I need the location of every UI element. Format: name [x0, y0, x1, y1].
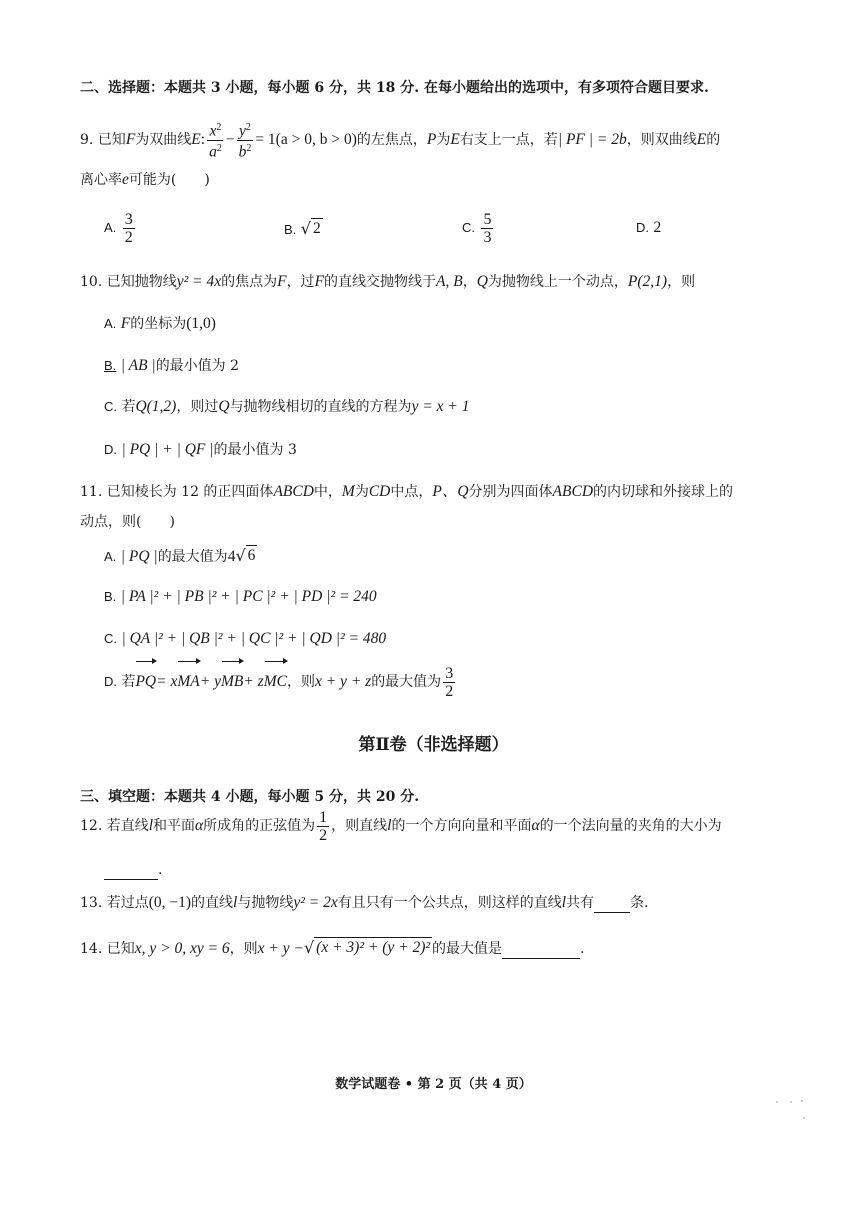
q9-option-a[interactable] [104, 208, 137, 248]
q11-var-CD: CD [368, 483, 391, 500]
q11-text5: 分别为四面体 [468, 484, 553, 500]
q13-var-l: l [233, 894, 238, 911]
q10-option-c-text2: ，则过 [176, 399, 219, 415]
question-13 [80, 893, 649, 913]
q12-var-l: l [148, 817, 154, 834]
q11-option-c[interactable] [104, 629, 386, 649]
q9-text9: 可能为( ) [128, 172, 210, 188]
page-footer: 数学试题卷 • 第 2 页（共 4 页） [335, 1077, 532, 1092]
q11-text3: 为 [354, 484, 369, 500]
q10-option-c-label: C. [104, 399, 117, 414]
q10-option-d-expr: | PQ | + | QF | [121, 441, 214, 458]
q11-option-d[interactable] [104, 662, 457, 702]
q11-option-a-label: A. [104, 549, 117, 564]
q10-var-AB: A, B [436, 273, 463, 290]
q11-option-b[interactable] [104, 587, 377, 607]
q13-text6: 条. [630, 895, 649, 911]
q11-var-ABCD2: ABCD [552, 483, 594, 500]
q9-var-E2: E [450, 131, 460, 149]
q12-blank[interactable] [104, 865, 158, 880]
q10-option-d-text: 的最小值为 3 [213, 442, 297, 458]
q10-text2: 的焦点为 [221, 274, 278, 290]
question-9: 9. 已知F为双曲线E: $\frac{x^2}{a^2}$ − $\frac{y^2}{b^2}$ = 1(a > 0, b > 0)的左焦点，P为E右支上一点，若| PF | = 2b，则双曲线E的 [80, 122, 721, 161]
q13-point: (0, −1) [148, 894, 192, 911]
q11-number: 11. [80, 484, 103, 500]
q14-sqrt: √ (x + 3)² + (y + 2)² [303, 938, 430, 957]
q9-var-P: P [426, 131, 437, 149]
q10-option-a[interactable] [104, 314, 216, 334]
q12-text6: 的一个法向量的夹角的大小为 [539, 818, 722, 834]
scan-speck [790, 1101, 792, 1103]
q9-text: 已知 [97, 132, 126, 149]
part2-title: 第Ⅱ卷（非选择题） [358, 735, 509, 755]
q11-option-b-label: B. [104, 589, 117, 604]
q11-var-M: M [341, 483, 355, 500]
q11-option-d-sum: x + y + z [314, 673, 372, 690]
q13-text: 若过点 [106, 895, 149, 911]
q11-option-b-expr: | PA |² + | PB |² + | PC |² + | PD |² = 240 [120, 588, 377, 605]
q11-var-PQ: P、Q [432, 483, 469, 500]
q11-var-ABCD: ABCD [273, 483, 314, 500]
q10-option-b-text: 的最小值为 2 [155, 358, 240, 374]
q9-frac-x-a: $\frac{x^2}{a^2}$ [209, 122, 222, 161]
q11-option-c-label: C. [104, 631, 117, 646]
q11-option-d-text1: 若 [121, 674, 136, 690]
q9-option-c[interactable] [462, 208, 495, 248]
q14-period: . [580, 941, 585, 957]
q10-option-a-var: F [120, 315, 131, 332]
q11-option-d-text3: 的最大值为 [371, 674, 442, 690]
q11-option-d-eq: = x [156, 673, 178, 690]
scan-speck [801, 1100, 803, 1102]
q9-text5: 右支上一点，若 [459, 132, 558, 149]
q9-option-a-frac: $\frac{3}{2}$ [124, 210, 133, 246]
q9-var-e: e [122, 171, 129, 188]
q12-var-l2: l [387, 817, 392, 834]
q12-answer-line [104, 860, 162, 880]
q10-option-a-coord: (1,0) [186, 315, 216, 332]
q11-option-d-text2: ，则 [286, 674, 315, 690]
q11-option-a-sqrt: √ 6 [235, 546, 256, 565]
q10-option-c[interactable] [104, 397, 470, 417]
q10-option-c-text3: 与抛物线相切的直线的方程为 [229, 399, 412, 415]
q12-text: 若直线 [106, 818, 149, 834]
q10-text4: 的直线交抛物线于 [324, 274, 437, 290]
q10-text5: ， [462, 274, 477, 290]
q13-text5: 共有 [566, 895, 595, 911]
q9-text2: 为双曲线 [135, 132, 192, 149]
question-11 [80, 482, 733, 502]
q10-option-d[interactable] [104, 440, 297, 460]
q9-text6: ，则双曲线 [626, 132, 697, 149]
q11-option-a-coef: 4 [227, 548, 236, 565]
q11-vec-MB: MB [221, 662, 243, 702]
q10-option-b-label: B. [104, 358, 117, 373]
q14-blank[interactable] [502, 944, 580, 959]
q12-var-alpha: α [195, 817, 204, 834]
question-12 [80, 806, 722, 846]
q11-option-a-text: 的最大值为 [157, 549, 228, 565]
q12-text4: ，则直线 [331, 818, 388, 834]
q12-text2: 和平面 [153, 818, 196, 834]
q9-line2 [80, 170, 210, 190]
q9-colon: : [200, 131, 206, 149]
q9-frac-y-b: $\frac{y^2}{b^2}$ [238, 122, 252, 161]
q9-var-F: F [125, 131, 136, 149]
q10-option-c-point: Q(1,2) [135, 398, 177, 415]
q9-number: 9. [80, 132, 94, 149]
q11-text2: 中， [313, 484, 342, 500]
q11-option-a-abs: | PQ | [120, 548, 158, 565]
q10-eq: y² = 4x [176, 273, 222, 290]
q9-option-c-frac: $\frac{5}{3}$ [483, 210, 492, 246]
q12-frac: $\frac{1}{2}$ [319, 808, 328, 844]
q13-number: 13. [80, 895, 103, 911]
q11-option-d-plus-z: + z [243, 673, 264, 690]
q10-text3: ，过 [286, 274, 315, 290]
q9-option-d[interactable] [636, 218, 661, 238]
q13-blank[interactable] [594, 898, 630, 913]
section3-heading: 三、填空题：本题共 4 小题，每小题 5 分，共 20 分. [80, 789, 420, 805]
q9-option-b-label: B. [284, 222, 297, 237]
q9-eq-tail: = 1(a > 0, b > 0) [255, 131, 357, 149]
q9-option-d-label: D. [636, 220, 649, 235]
q12-text5: 的一个方向向量和平面 [391, 818, 532, 834]
q9-text4: 为 [436, 132, 451, 149]
q9-option-a-label: A. [104, 220, 117, 235]
q9-option-d-value: 2 [653, 219, 662, 236]
q14-condition: x, y > 0, xy = 6 [134, 940, 230, 957]
q11-text4: 中点， [390, 484, 433, 500]
q11-option-c-expr: | QA |² + | QB |² + | QC |² + | QD |² = 480 [121, 630, 387, 647]
q9-text3: 的左焦点， [356, 132, 427, 149]
q12-text3: 所成角的正弦值为 [203, 818, 316, 834]
q10-var-F2: F [314, 273, 325, 290]
scan-speck [803, 1117, 805, 1119]
q9-var-E3: E [696, 131, 707, 149]
q11-text7: 动点，则( ) [80, 514, 175, 530]
q10-point-P: P(2,1) [627, 273, 668, 290]
q10-text6: 为抛物线上一个动点， [487, 274, 628, 290]
scan-speck [776, 1101, 778, 1103]
q11-text: 已知棱长为 12 的正四面体 [106, 484, 274, 500]
q10-text7: ，则 [667, 274, 696, 290]
q10-option-b-abs: | AB | [120, 357, 156, 374]
q11-vec-MC: MC [264, 662, 287, 702]
question-14 [80, 937, 584, 959]
q13-var-l2: l [561, 894, 567, 911]
q14-expr1: x + y − [257, 940, 304, 957]
q14-text: 已知 [106, 941, 135, 957]
q9-option-b-sqrt: √ 2 [300, 219, 321, 238]
q11-vec-MA: MA [177, 662, 199, 702]
q9-pf: | PF | = 2b [557, 131, 627, 149]
q11-option-d-plus-y: + y [199, 673, 221, 690]
q12-period: . [158, 862, 163, 878]
q11-line2 [80, 512, 175, 532]
q10-var-Q: Q [476, 273, 488, 290]
q10-option-c-var: Q [218, 398, 230, 415]
q10-text: 已知抛物线 [106, 274, 177, 290]
q9-text8: 离心率 [80, 172, 122, 188]
q10-option-a-text: 的坐标为 [130, 316, 187, 332]
section2-heading: 二、选择题：本题共 3 小题，每小题 6 分，共 18 分. 在每小题给出的选项中，有多项符合题目要求. [80, 80, 709, 96]
q13-eq: y² = 2x [293, 894, 338, 911]
q13-text2: 的直线 [191, 895, 234, 911]
q11-option-d-frac: $\frac{3}{2}$ [445, 664, 454, 700]
q11-text6: 的内切球和外接球上的 [593, 484, 734, 500]
q11-option-d-label: D. [104, 674, 117, 689]
q9-option-c-label: C. [462, 220, 475, 235]
question-10 [80, 272, 695, 292]
q12-var-alpha2: α [531, 817, 540, 834]
q14-number: 14. [80, 941, 103, 957]
q13-text3: 与抛物线 [237, 895, 294, 911]
q14-text3: 的最大值是 [432, 941, 502, 957]
q11-option-a[interactable] [104, 545, 257, 567]
q10-option-d-label: D. [104, 442, 117, 457]
q9-text7: 的 [706, 132, 721, 149]
q10-option-c-text1: 若 [121, 399, 136, 415]
q11-vec-PQ: PQ [135, 662, 156, 702]
q12-number: 12. [80, 818, 103, 834]
q10-var-F: F [277, 273, 287, 290]
q9-option-b[interactable] [284, 218, 323, 240]
q10-number: 10. [80, 274, 103, 290]
q10-option-a-label: A. [104, 316, 117, 331]
q9-var-E: E [191, 131, 201, 149]
q10-option-b[interactable] [104, 356, 239, 376]
q14-text2: ，则 [229, 941, 258, 957]
q10-option-c-eq: y = x + 1 [411, 398, 470, 415]
q13-text4: 有且只有一个公共点，则这样的直线 [337, 895, 562, 911]
